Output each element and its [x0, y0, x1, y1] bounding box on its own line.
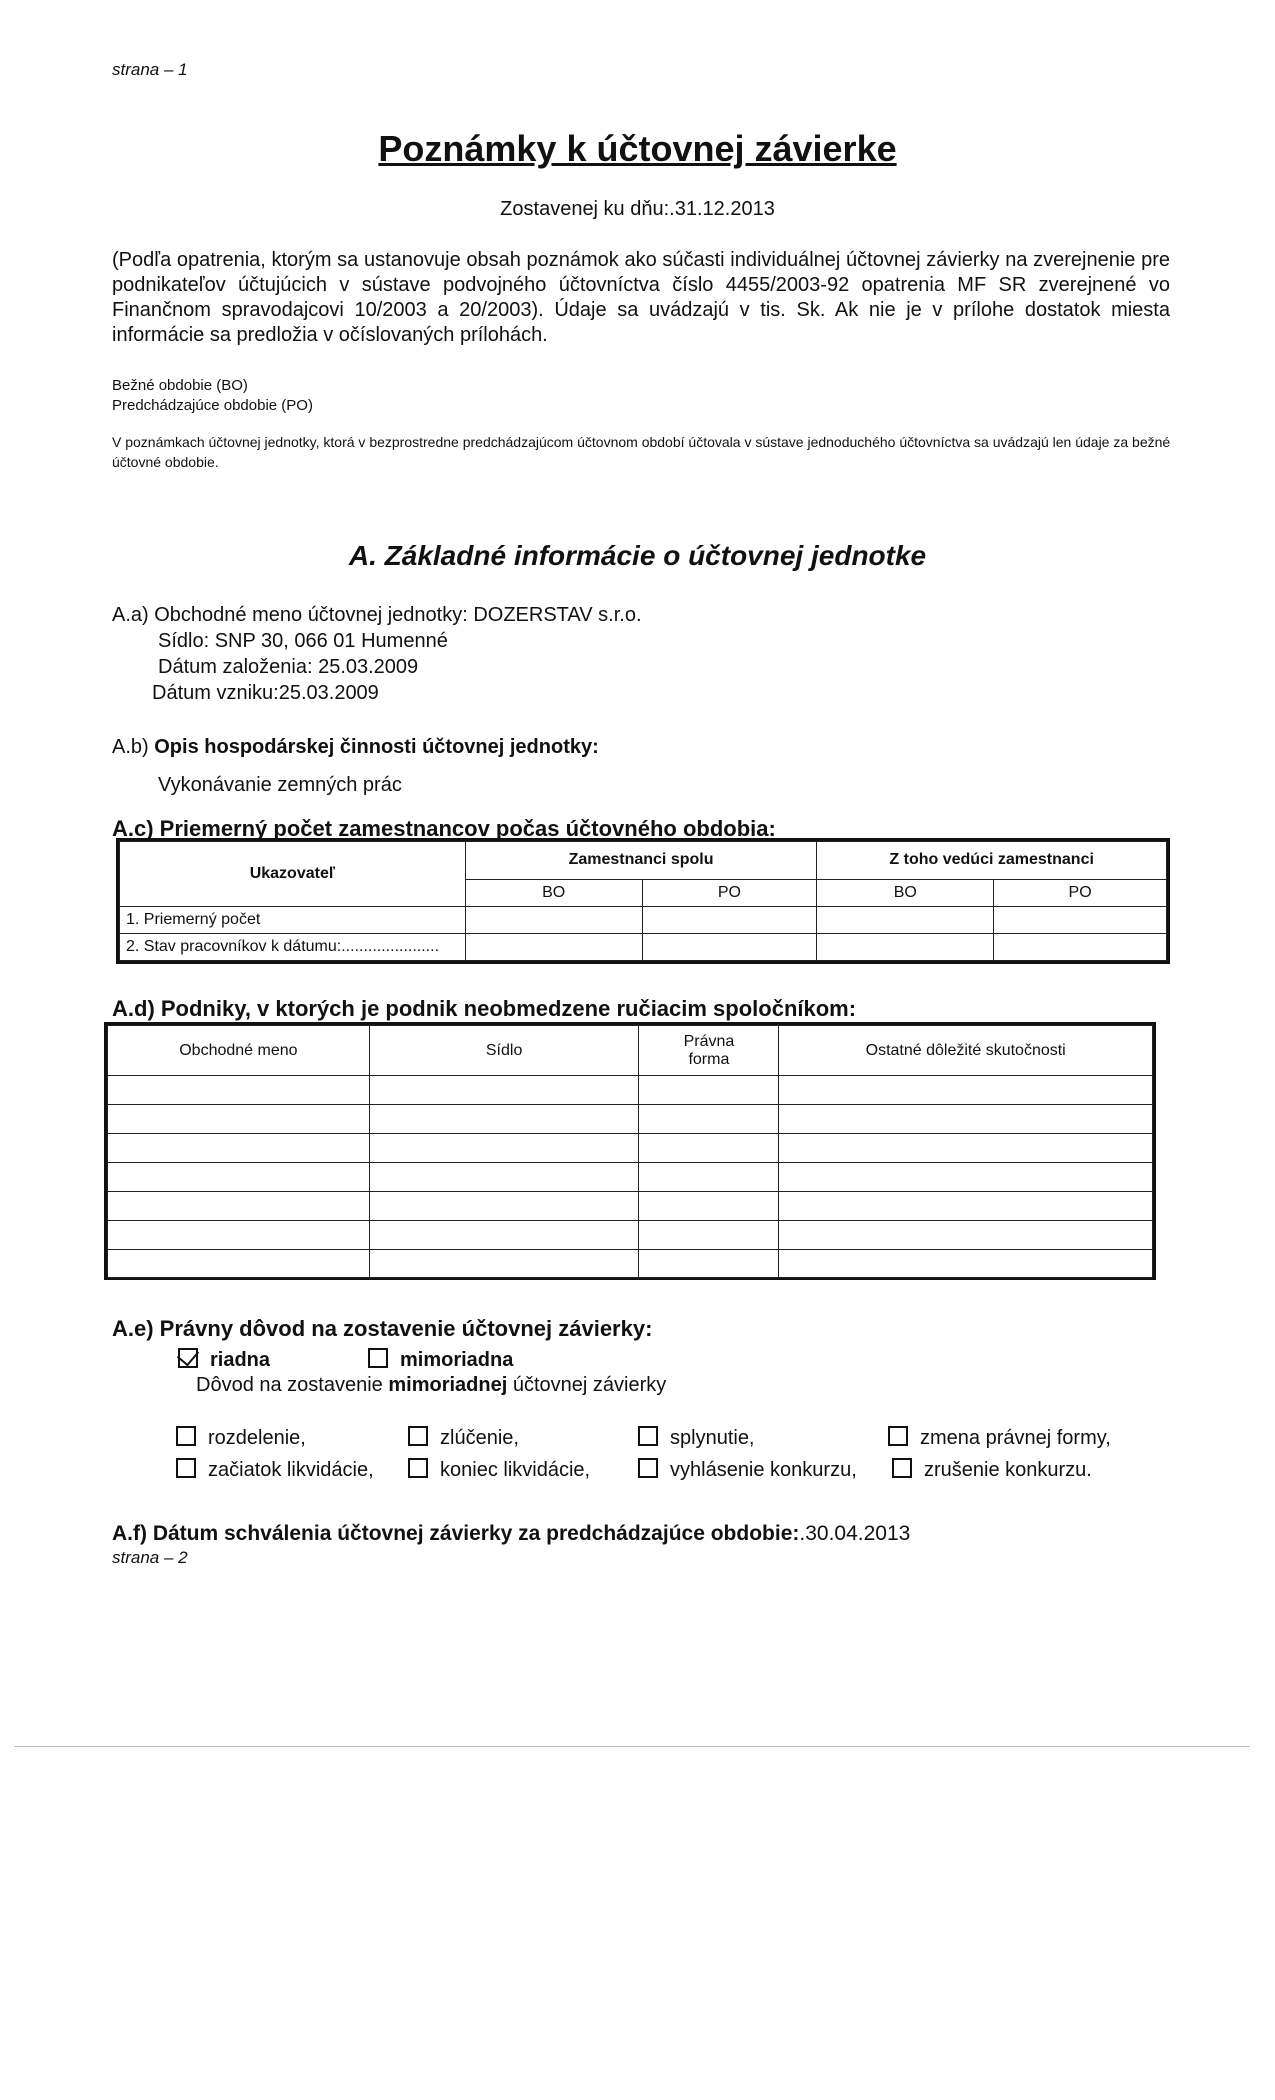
mimoriadna-label: mimoriadna	[400, 1349, 514, 1371]
riadna-checkbox[interactable]	[178, 1348, 198, 1368]
intro-paragraph: (Podľa opatrenia, ktorým sa ustanovuje obsah poznámok ako súčasti individuálnej účtovnej závierky na zverejnenie pre podnikateľov účtujúcich v sústave podvojného účtovníctva číslo 4455/2003-92 opatrenia MF SR zverejnené vo Finančnom spravodajcovi 10/2003 a 20/2003). Údaje sa uvádzajú v tis. Sk. Ak nie je v prílohe dostatok miesta informácie sa predložia v očíslovaných prílohách.	[112, 249, 1170, 346]
establishment-date: Dátum vzniku:25.03.2009	[152, 682, 379, 704]
header-ukazovatel: Ukazovateľ	[120, 842, 466, 907]
table-cell	[639, 1250, 779, 1278]
table-cell	[642, 933, 817, 960]
table-cell	[639, 1192, 779, 1221]
compiled-date: Zostavenej ku dňu:.31.12.2013	[500, 198, 775, 220]
table-cell	[465, 906, 642, 933]
table-cell	[639, 1105, 779, 1134]
rozdelenie-label: rozdelenie,	[208, 1427, 306, 1449]
splynutie-checkbox[interactable]	[638, 1426, 658, 1446]
accounting-note: V poznámkach účtovnej jednotky, ktorá v bezprostredne predchádzajúcom účtovnom období účtovala v sústave jednoduchého účtovníctva sa uvádzajú len údaje za bežné účtovné obdobie.	[112, 434, 1171, 470]
ab-heading: Opis hospodárskej činnosti účtovnej jednotky:	[154, 736, 599, 758]
legend-po: Predchádzajúce obdobie (PO)	[112, 397, 313, 414]
header-pravna-forma	[639, 1026, 779, 1076]
zaciatok-checkbox[interactable]	[176, 1458, 196, 1478]
partnerships-table-frame	[104, 1022, 1156, 1280]
header-veduci: Z toho vedúci zamestnanci	[817, 842, 1167, 880]
section-ad-heading: A.d) Podniky, v ktorých je podnik neobmedzene ručiacim spoločníkom:	[112, 996, 857, 1021]
rozdelenie-checkbox[interactable]	[176, 1426, 196, 1446]
table-cell	[369, 1163, 639, 1192]
section-ae-heading: A.e) Právny dôvod na zostavenie účtovnej závierky:	[112, 1316, 653, 1341]
reason-bold: mimoriadnej	[388, 1374, 508, 1396]
koniec-label: koniec likvidácie,	[440, 1459, 591, 1481]
table-cell	[108, 1250, 370, 1278]
page-title: Poznámky k účtovnej závierke	[378, 128, 897, 169]
pravna-forma-line-2: forma	[688, 1050, 730, 1068]
riadna-label: riadna	[210, 1349, 271, 1371]
reason-suffix: účtovnej závierky	[512, 1374, 667, 1396]
partnerships-table	[107, 1025, 1153, 1278]
page-number-2: strana – 2	[112, 1548, 188, 1567]
option-koniec[interactable]	[408, 1458, 590, 1482]
zmena-checkbox[interactable]	[888, 1426, 908, 1446]
table-cell	[779, 1221, 1153, 1250]
table-cell	[369, 1076, 639, 1105]
table-row	[108, 1163, 1153, 1192]
header-bo-2: BO	[817, 879, 994, 906]
pravna-forma-line-1: Právna	[683, 1032, 735, 1050]
zlucenie-checkbox[interactable]	[408, 1426, 428, 1446]
option-zaciatok[interactable]	[176, 1458, 374, 1482]
splynutie-label: splynutie,	[670, 1427, 755, 1449]
table-cell	[639, 1163, 779, 1192]
row-stav-pracovnikov: 2. Stav pracovníkov k dátumu:......................	[120, 933, 466, 960]
extraordinary-reason-label	[196, 1374, 666, 1397]
table-row	[108, 1105, 1153, 1134]
option-rozdelenie[interactable]	[176, 1426, 306, 1450]
section-ac-heading: A.c) Priemerný počet zamestnancov počas účtovného obdobia:	[112, 816, 776, 841]
table-cell	[994, 906, 1167, 933]
table-row	[108, 1134, 1153, 1163]
aa-prefix: A.a)	[112, 604, 149, 626]
business-activity: Vykonávanie zemných prác	[158, 774, 402, 796]
table-cell	[817, 933, 994, 960]
employees-table	[119, 841, 1167, 961]
table-row	[108, 1192, 1153, 1221]
table-cell	[994, 933, 1167, 960]
section-aa	[112, 602, 642, 628]
table-row	[120, 933, 1167, 960]
legend-bo: Bežné obdobie (BO)	[112, 377, 248, 394]
table-cell	[779, 1250, 1153, 1278]
section-a-title: A. Základné informácie o účtovnej jednotke	[348, 540, 927, 571]
reason-prefix: Dôvod na zostavenie	[196, 1374, 383, 1396]
table-cell	[108, 1134, 370, 1163]
table-cell	[108, 1076, 370, 1105]
employees-table-frame	[116, 838, 1170, 964]
header-bo-1: BO	[465, 879, 642, 906]
table-row	[120, 906, 1167, 933]
table-cell	[817, 906, 994, 933]
option-zlucenie[interactable]	[408, 1426, 519, 1450]
option-zrusenie[interactable]	[892, 1458, 1092, 1482]
table-cell	[369, 1105, 639, 1134]
table-cell	[465, 933, 642, 960]
table-cell	[779, 1076, 1153, 1105]
option-zmena[interactable]	[888, 1426, 1111, 1450]
table-row	[108, 1076, 1153, 1105]
company-name: Obchodné meno účtovnej jednotky: DOZERSTAV s.r.o.	[154, 604, 642, 626]
table-cell	[369, 1134, 639, 1163]
section-ab	[112, 734, 599, 760]
vyhlasenie-checkbox[interactable]	[638, 1458, 658, 1478]
zlucenie-label: zlúčenie,	[440, 1427, 519, 1449]
page-number-1: strana – 1	[112, 60, 188, 79]
table-cell	[369, 1221, 639, 1250]
table-cell	[369, 1192, 639, 1221]
table-cell	[779, 1163, 1153, 1192]
koniec-checkbox[interactable]	[408, 1458, 428, 1478]
option-mimoriadna[interactable]	[368, 1348, 513, 1372]
page-bottom-divider	[14, 1746, 1250, 1747]
table-cell	[779, 1192, 1153, 1221]
table-cell	[108, 1192, 370, 1221]
zrusenie-label: zrušenie konkurzu.	[924, 1459, 1092, 1481]
table-cell	[108, 1221, 370, 1250]
table-cell	[108, 1105, 370, 1134]
header-obchodne-meno: Obchodné meno	[108, 1026, 370, 1076]
table-row	[108, 1250, 1153, 1278]
header-zamestnanci-spolu: Zamestnanci spolu	[465, 842, 817, 880]
table-cell	[779, 1105, 1153, 1134]
zmena-label: zmena právnej formy,	[920, 1427, 1111, 1449]
table-cell	[779, 1134, 1153, 1163]
table-cell	[639, 1076, 779, 1105]
zaciatok-label: začiatok likvidácie,	[208, 1459, 374, 1481]
af-date: .30.04.2013	[799, 1522, 911, 1545]
table-cell	[642, 906, 817, 933]
header-sidlo: Sídlo	[369, 1026, 639, 1076]
table-cell	[639, 1221, 779, 1250]
option-riadna[interactable]	[178, 1348, 270, 1372]
table-cell	[108, 1163, 370, 1192]
header-ostatne: Ostatné dôležité skutočnosti	[779, 1026, 1153, 1076]
vyhlasenie-label: vyhlásenie konkurzu,	[670, 1459, 857, 1481]
mimoriadna-checkbox[interactable]	[368, 1348, 388, 1368]
ab-prefix: A.b)	[112, 736, 149, 758]
founding-date: Dátum založenia: 25.03.2009	[158, 656, 419, 678]
company-seat: Sídlo: SNP 30, 066 01 Humenné	[158, 630, 448, 652]
section-af	[112, 1522, 910, 1546]
af-heading: A.f) Dátum schválenia účtovnej závierky za predchádzajúce obdobie:	[112, 1522, 800, 1545]
header-po-1: PO	[642, 879, 817, 906]
option-vyhlasenie[interactable]	[638, 1458, 857, 1482]
option-splynutie[interactable]	[638, 1426, 755, 1450]
table-cell	[639, 1134, 779, 1163]
zrusenie-checkbox[interactable]	[892, 1458, 912, 1478]
period-legend	[112, 376, 313, 416]
table-cell	[369, 1250, 639, 1278]
table-row	[108, 1221, 1153, 1250]
header-po-2: PO	[994, 879, 1167, 906]
row-priemerny-pocet: 1. Priemerný počet	[120, 906, 466, 933]
